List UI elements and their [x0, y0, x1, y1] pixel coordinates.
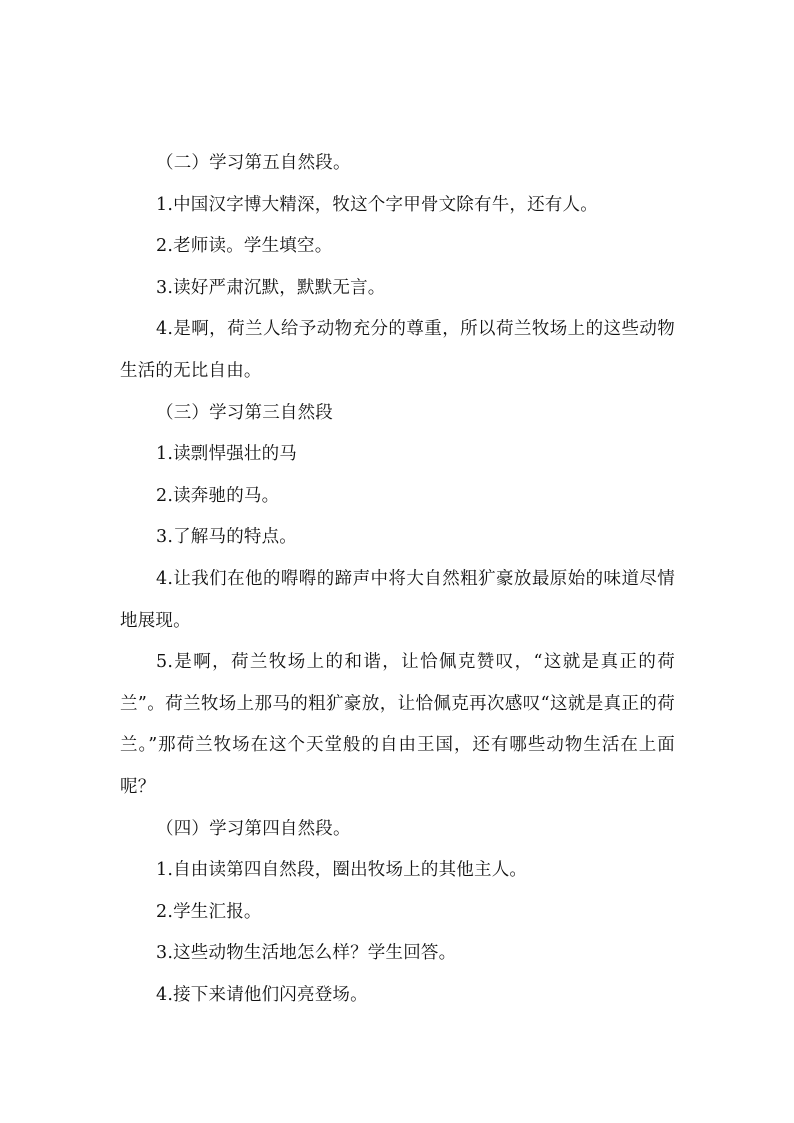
section-heading-4: （四）学习第四自然段。	[156, 818, 351, 839]
paragraph: 5.是啊，荷兰牧场上的和谐，让恰佩克赞叹，“这就是真正的荷兰”。荷兰牧场上那马的粗犷豪放，让恰佩克再次感叹“这就是真正的荷兰。”那荷兰牧场在这个天堂般的自由王国，还有哪些动物生活在上面呢？	[120, 652, 675, 797]
paragraph: 1.中国汉字博大精深，牧这个字甲骨文除有牛，还有人。	[156, 194, 598, 215]
paragraph: 2.学生汇报。	[156, 901, 262, 922]
document-body	[120, 143, 675, 1016]
paragraph: 4.是啊，荷兰人给予动物充分的尊重，所以荷兰牧场上的这些动物生活的无比自由。	[120, 319, 675, 381]
section-heading-3: （三）学习第三自然段	[156, 402, 333, 423]
paragraph: 4.让我们在他的嘚嘚的蹄声中将大自然粗犷豪放最原始的味道尽情地展现。	[120, 568, 675, 631]
paragraph: 3.这些动物生活地怎么样？学生回答。	[156, 943, 457, 964]
paragraph: 2.读奔驰的马。	[156, 485, 280, 506]
paragraph: 3.了解马的特点。	[156, 527, 297, 548]
paragraph: 3.读好严肃沉默，默默无言。	[156, 277, 386, 298]
paragraph: 2.老师读。学生填空。	[156, 236, 333, 257]
section-heading-2: （二）学习第五自然段。	[156, 153, 351, 173]
paragraph: 1.自由读第四自然段，圈出牧场上的其他主人。	[156, 860, 528, 881]
paragraph: 4.接下来请他们闪亮登场。	[156, 984, 368, 1005]
paragraph: 1.读剽悍强壮的马	[156, 444, 297, 465]
